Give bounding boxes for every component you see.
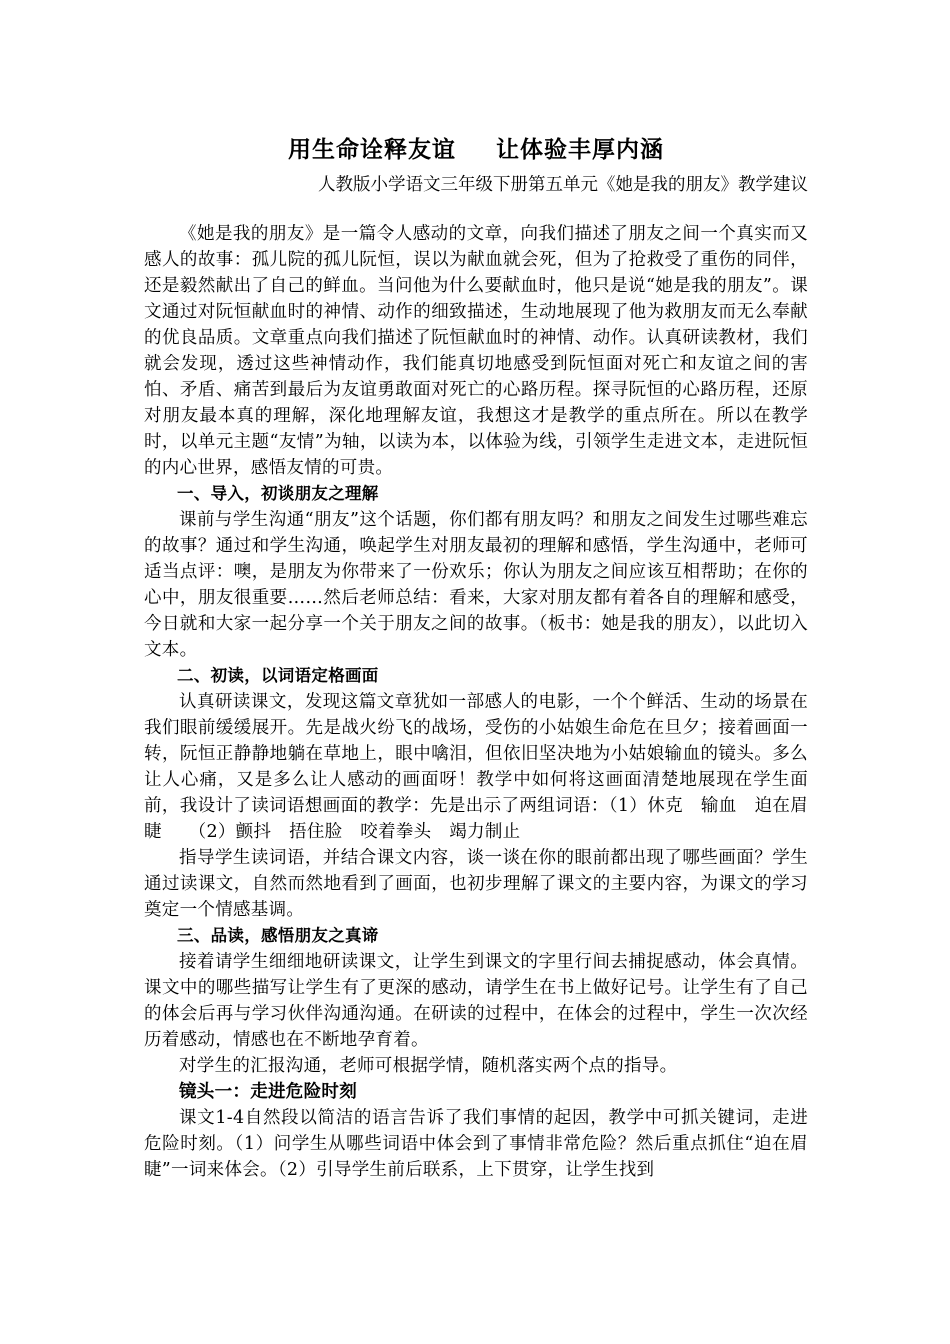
section-heading-2: 二、初读，以词语定格画面 [177,666,379,685]
paragraph-section-1: 课前与学生沟通“朋友”这个话题，你们都有朋友吗？和朋友之间发生过哪些难忘的故事？通过和学生沟通，唤起学生对朋友最初的理解和感悟，学生沟通中，老师可适当点评：噢，是朋友为你带来了一份欢乐；你认为朋友之间应该互相帮助；在你的心中，朋友很重要……然后老师总结：看来，大家对朋友都有着各自的理解和感受，今日就和大家一起分享一个关于朋友之间的故事。（板书：她是我的朋友），以此切入文本。 [144,510,808,660]
section-heading-1: 一、导入，初谈朋友之理解 [177,484,379,503]
paragraph-section-2b: 指导学生读词语，并结合课文内容，谈一谈在你的眼前都出现了哪些画面？学生通过读课文，自然而然地看到了画面，也初步理解了课文的主要内容，为课文的学习奠定一个情感基调。 [144,848,808,920]
paragraph-section-3a: 接着请学生细细地研读课文，让学生到课文的字里行间去捕捉感动，体会真情。课文中的哪些描写让学生有了更深的感动，请学生在书上做好记号。让学生有了自己的体会后再与学习伙伴沟通沟通。在研读的过程中，在体会的过程中，学生一次次经历着感动，情感也在不断地孕育着。 [144,952,808,1050]
document-body [144,221,808,1183]
paragraph-section-2a: 认真研读课文，发现这篇文章犹如一部感人的电影，一个个鲜活、生动的场景在我们眼前缓缓展开。先是战火纷飞的战场，受伤的小姑娘生命危在旦夕；接着画面一转，阮恒正静静地躺在草地上，眼中噙泪，但依旧坚决地为小姑娘输血的镜头。多么让人心痛，又是多么让人感动的画面呀！教学中如何将这画面清楚地展现在学生面前，我设计了读词语想画面的教学：先是出示了两组词语：（1）休克 输血 迫在眉睫 （2）颤抖 捂住脸 咬着拳头 竭力制止 [144,692,808,842]
document-subtitle: 人教版小学语文三年级下册第五单元《她是我的朋友》教学建议 [318,175,808,195]
subsection-heading-shot-1: 镜头一：走进危险时刻 [179,1082,357,1102]
document-title [144,132,808,168]
document-page [144,132,808,1183]
paragraph-shot-1: 课文1-4自然段以简洁的语言告诉了我们事情的起因，教学中可抓关键词，走进危险时刻。（1）问学生从哪些词语中体会到了事情非常危险？然后重点抓住“迫在眉睫”一词来体会。（2）引导学生前后联系，上下贯穿，让学生找到 [144,1108,808,1180]
title-part-2: 让体验丰厚内涵 [496,137,664,163]
title-part-1: 用生命诠释友谊 [288,137,456,163]
paragraph-section-3b: 对学生的汇报沟通，老师可根据学情，随机落实两个点的指导。 [179,1056,678,1076]
section-heading-3: 三、品读，感悟朋友之真谛 [177,926,379,945]
paragraph-intro: 《她是我的朋友》是一篇令人感动的文章，向我们描述了朋友之间一个真实而又感人的故事：孤儿院的孤儿阮恒，误以为献血就会死，但为了抢救受了重伤的同伴，还是毅然献出了自己的鲜血。当问他为什么要献血时，他只是说“她是我的朋友”。课文通过对阮恒献血时的神情、动作的细致描述，生动地展现了他为救朋友而无么奉献的优良品质。文章重点向我们描述了阮恒献血时的神情、动作。认真研读教材，我们就会发现，透过这些神情动作，我们能真切地感受到阮恒面对死亡和友谊之间的害怕、矛盾、痛苦到最后为友谊勇敢面对死亡的心路历程。探寻阮恒的心路历程，还原对朋友最本真的理解，深化地理解友谊，我想这才是教学的重点所在。所以在教学时，以单元主题“友情”为轴，以读为本，以体验为线，引领学生走进文本，走进阮恒的内心世界，感悟友情的可贵。 [144,224,808,478]
